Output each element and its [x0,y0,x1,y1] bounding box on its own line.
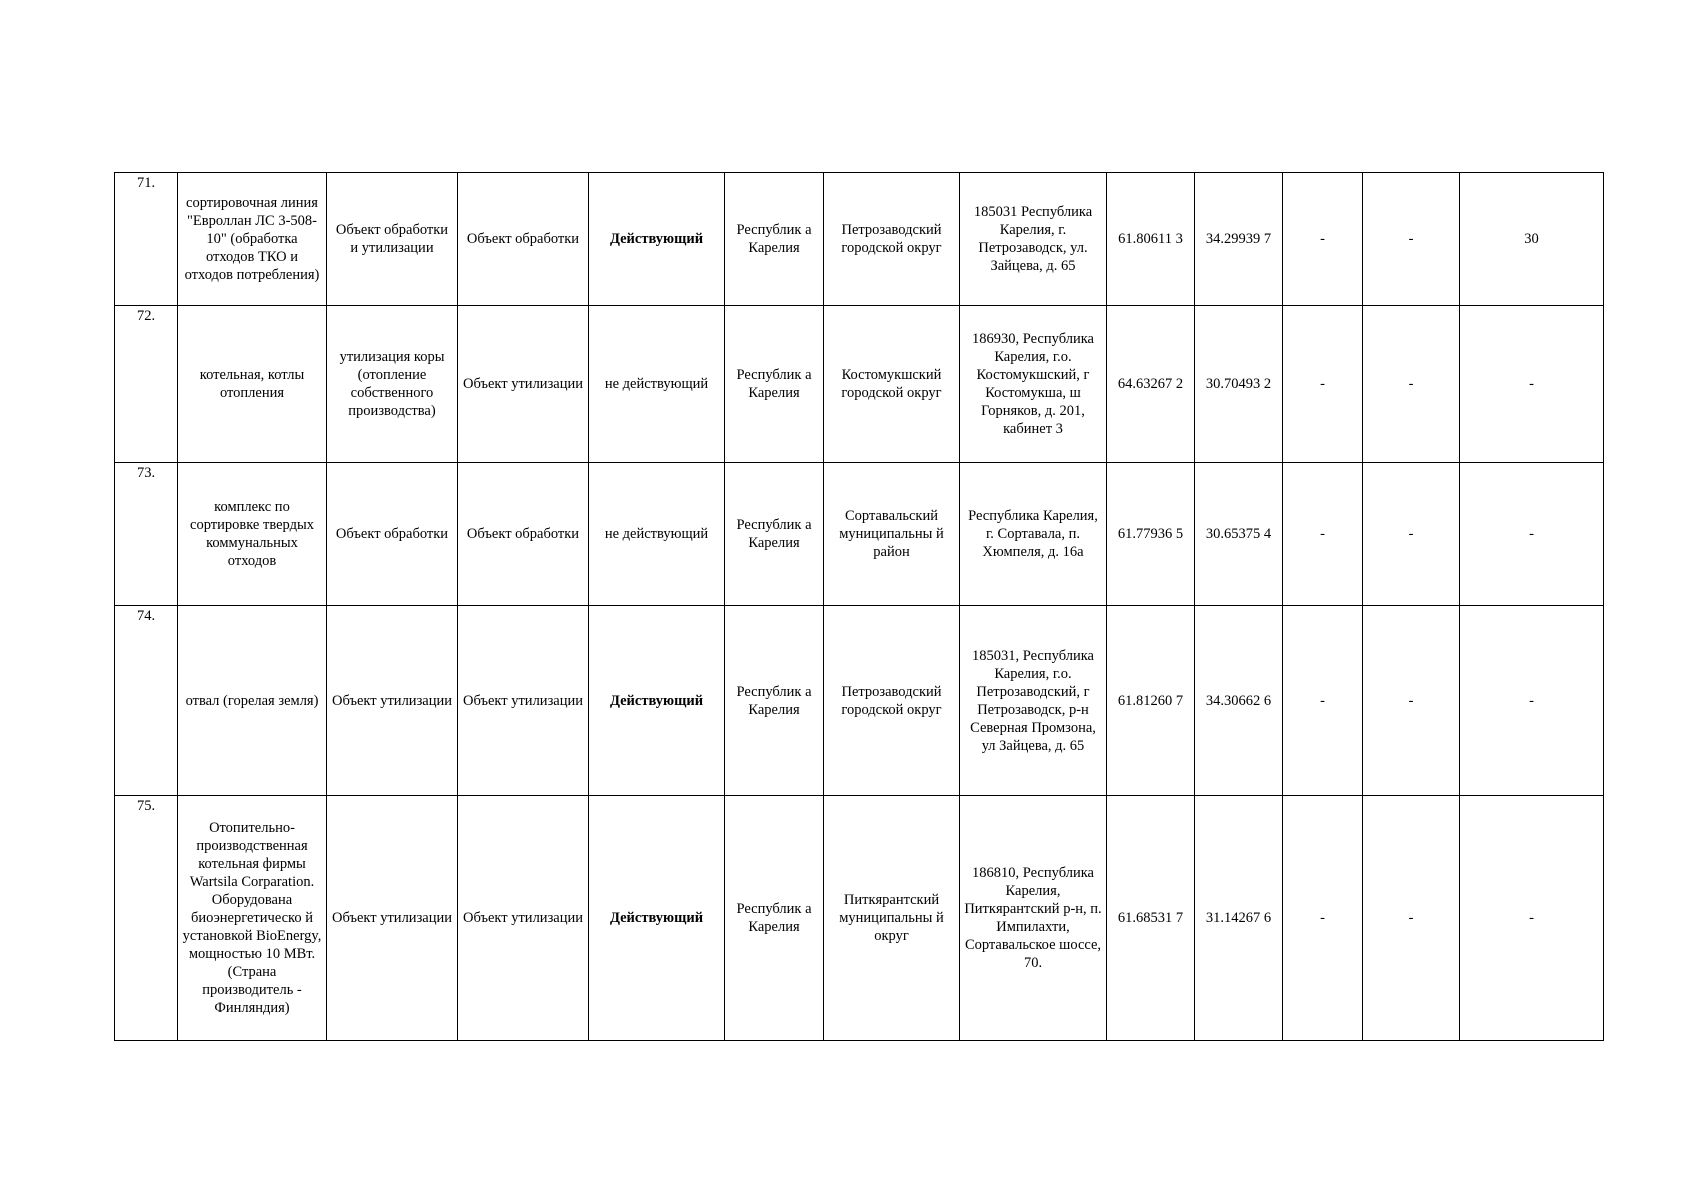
object-latitude: 64.63267 2 [1107,306,1195,463]
object-purpose: Объект обработки и утилизации [327,173,458,306]
object-status: Действующий [589,173,725,306]
row-number: 71. [115,173,178,306]
column-value-3: - [1460,463,1604,606]
table-row [115,173,1604,306]
column-value-1: - [1283,173,1363,306]
object-longitude: 34.29939 7 [1195,173,1283,306]
object-name: отвал (горелая земля) [178,606,327,796]
column-value-2: - [1363,796,1460,1041]
object-type: Объект утилизации [458,306,589,463]
object-region: Республик а Карелия [725,306,824,463]
object-longitude: 30.65375 4 [1195,463,1283,606]
column-value-1: - [1283,796,1363,1041]
table-row [115,463,1604,606]
object-address: 185031 Республика Карелия, г. Петрозаводск, ул. Зайцева, д. 65 [960,173,1107,306]
column-value-2: - [1363,463,1460,606]
column-value-3: 30 [1460,173,1604,306]
object-address: 186930, Республика Карелия, г.о. Костомукшский, г Костомукша, ш Горняков, д. 201, кабинет 3 [960,306,1107,463]
table-row [115,796,1604,1041]
column-value-2: - [1363,173,1460,306]
object-type: Объект утилизации [458,796,589,1041]
object-address: Республика Карелия, г. Сортавала, п. Хюмпеля, д. 16а [960,463,1107,606]
object-name: котельная, котлы отопления [178,306,327,463]
column-value-2: - [1363,606,1460,796]
registry-table [114,172,1604,1041]
row-number: 73. [115,463,178,606]
object-status: Действующий [589,606,725,796]
row-number: 72. [115,306,178,463]
object-latitude: 61.77936 5 [1107,463,1195,606]
object-municipality: Петрозаводский городской округ [824,173,960,306]
object-address: 186810, Республика Карелия, Питкярантский р-н, п. Импилахти, Сортавальское шоссе, 70. [960,796,1107,1041]
object-region: Республик а Карелия [725,796,824,1041]
object-region: Республик а Карелия [725,173,824,306]
object-name: комплекс по сортировке твердых коммунальных отходов [178,463,327,606]
column-value-1: - [1283,606,1363,796]
object-latitude: 61.68531 7 [1107,796,1195,1041]
object-latitude: 61.81260 7 [1107,606,1195,796]
row-number: 74. [115,606,178,796]
object-purpose: Объект утилизации [327,606,458,796]
object-region: Республик а Карелия [725,606,824,796]
object-type: Объект обработки [458,463,589,606]
object-status: не действующий [589,463,725,606]
object-purpose: Объект утилизации [327,796,458,1041]
column-value-3: - [1460,606,1604,796]
object-longitude: 30.70493 2 [1195,306,1283,463]
object-name: сортировочная линия "Евроллан ЛС 3-508-10" (обработка отходов ТКО и отходов потребления) [178,173,327,306]
object-type: Объект обработки [458,173,589,306]
object-name: Отопительно-производственная котельная фирмы Wartsila Corparation. Оборудована биоэнергетическо й установкой BioEnergy, мощностью 10 МВт. (Страна производитель - Финляндия) [178,796,327,1041]
object-purpose: Объект обработки [327,463,458,606]
object-municipality: Костомукшский городской округ [824,306,960,463]
row-number: 75. [115,796,178,1041]
object-municipality: Питкярантский муниципальны й округ [824,796,960,1041]
table-row [115,606,1604,796]
object-type: Объект утилизации [458,606,589,796]
object-municipality: Петрозаводский городской округ [824,606,960,796]
object-purpose: утилизация коры (отопление собственного производства) [327,306,458,463]
object-status: не действующий [589,306,725,463]
object-municipality: Сортавальский муниципальны й район [824,463,960,606]
object-address: 185031, Республика Карелия, г.о. Петрозаводский, г Петрозаводск, р-н Северная Промзона, ул Зайцева, д. 65 [960,606,1107,796]
column-value-2: - [1363,306,1460,463]
object-region: Республик а Карелия [725,463,824,606]
column-value-1: - [1283,463,1363,606]
object-status: Действующий [589,796,725,1041]
object-latitude: 61.80611 3 [1107,173,1195,306]
column-value-3: - [1460,796,1604,1041]
column-value-1: - [1283,306,1363,463]
object-longitude: 31.14267 6 [1195,796,1283,1041]
column-value-3: - [1460,306,1604,463]
table-row [115,306,1604,463]
object-longitude: 34.30662 6 [1195,606,1283,796]
